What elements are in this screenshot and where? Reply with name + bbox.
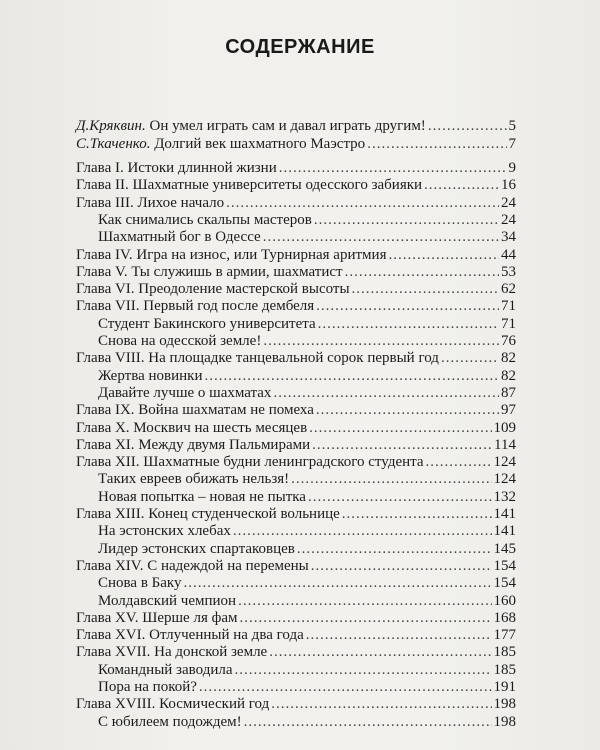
entry-label: На эстонских хлебах [98, 523, 231, 540]
leader-dots [352, 280, 499, 298]
entry-label: Глава XVII. На донской земле [76, 644, 268, 661]
entry-author: Д.Кряквин. [76, 118, 146, 134]
entry-label: Глава XVI. Отлученный на два года [76, 627, 304, 644]
entry-label: Жертва новинки [98, 367, 203, 384]
page-number: 97 [501, 402, 516, 419]
page-number: 154 [493, 575, 516, 592]
toc-chapter [76, 349, 516, 367]
leader-dots [441, 349, 499, 367]
toc-chapter [76, 419, 516, 437]
leader-dots [273, 384, 499, 402]
page-number: 109 [493, 419, 516, 436]
page-number: 191 [493, 679, 516, 695]
entry-label: Глава VIII. На площадке танцевальной сорок первый год [76, 350, 439, 367]
entry-label [76, 117, 426, 135]
intro-entry [76, 135, 516, 153]
toc-subentry [76, 228, 516, 246]
toc-chapter [76, 609, 516, 627]
page-number: 71 [501, 298, 516, 315]
toc-chapter [76, 643, 516, 661]
toc-chapter [76, 557, 516, 575]
leader-dots [345, 263, 499, 281]
leader-dots [263, 228, 499, 246]
entry-label: Глава VI. Преодоление мастерской высоты [76, 281, 350, 298]
page-number: 185 [493, 644, 516, 661]
entry-label: Командный заводила [98, 661, 233, 678]
leader-dots [342, 505, 492, 523]
leader-dots [279, 159, 507, 177]
toc-chapter [76, 176, 516, 194]
entry-label: Как снимались скальпы мастеров [98, 211, 312, 228]
page-number: 34 [501, 229, 516, 246]
toc-subentry [76, 592, 516, 610]
leader-dots [311, 557, 492, 575]
page-number: 9 [508, 160, 516, 176]
leader-dots [263, 332, 499, 350]
leader-dots [308, 488, 492, 506]
entry-label: Давайте лучше о шахматах [98, 384, 272, 401]
leader-dots [316, 401, 499, 419]
leader-dots [426, 453, 492, 471]
page-number: 7 [508, 136, 516, 152]
leader-dots [204, 367, 499, 385]
leader-dots [297, 540, 492, 558]
page-number: 71 [501, 315, 516, 332]
page-number: 168 [493, 609, 516, 626]
entry-label: Пора на покой? [98, 679, 197, 695]
toc-subentry [76, 211, 516, 229]
entry-label: Студент Бакинского университета [98, 315, 316, 332]
entry-label: Глава XVIII. Космический год [76, 696, 270, 713]
entry-label: Глава X. Москвич на шесть месяцев [76, 419, 308, 436]
entry-label: Глава VII. Первый год после дембеля [76, 298, 315, 315]
entry-label [76, 135, 365, 153]
entry-label: Лидер эстонских спартаковцев [98, 540, 295, 557]
leader-dots [184, 574, 492, 592]
entry-label: Глава II. Шахматные университеты одесского забияки [76, 177, 423, 194]
toc-chapter [76, 401, 516, 419]
leader-dots [239, 609, 491, 627]
toc-subentry [76, 522, 516, 540]
entry-label: Глава I. Истоки длинной жизни [76, 160, 277, 176]
entry-label: Глава XV. Шерше ля фам [76, 609, 238, 626]
toc-subentry [76, 332, 516, 350]
toc-subentry [76, 488, 516, 506]
page-number: 44 [501, 246, 516, 263]
leader-dots [235, 661, 492, 679]
entry-label: Глава XII. Шахматные будни ленинградского студента [76, 454, 424, 471]
leader-dots [233, 522, 492, 540]
entry-label: Глава III. Лихое начало [76, 194, 225, 211]
leader-dots [424, 176, 499, 194]
toc-subentry [76, 713, 516, 731]
leader-dots [291, 470, 491, 488]
page-number: 5 [508, 118, 516, 134]
entry-label: Снова в Баку [98, 575, 182, 592]
leader-dots [306, 626, 492, 644]
page-number: 124 [493, 471, 516, 488]
entry-label: Шахматный бог в Одессе [98, 229, 261, 246]
leader-dots [309, 419, 491, 437]
toc-subentry [76, 470, 516, 488]
page-number: 124 [493, 454, 516, 471]
entry-label: Глава XIV. С надеждой на перемены [76, 557, 309, 574]
toc-chapter [76, 297, 516, 315]
leader-dots [199, 678, 492, 696]
page-number: 198 [493, 696, 516, 713]
intro-entry [76, 117, 516, 135]
toc-chapter [76, 626, 516, 644]
toc-subentry [76, 574, 516, 592]
entry-label: Глава XI. Между двумя Пальмирами [76, 436, 311, 453]
toc-chapter [76, 453, 516, 471]
toc-chapter [76, 194, 516, 212]
toc-chapter [76, 159, 516, 177]
leader-dots [271, 695, 491, 713]
toc-subentry [76, 661, 516, 679]
page-number: 185 [493, 661, 516, 678]
toc-subentry [76, 678, 516, 696]
entry-text: Долгий век шахматного Маэстро [150, 136, 366, 152]
page-number: 62 [501, 281, 516, 298]
page-number: 132 [493, 488, 516, 505]
page-number: 145 [493, 540, 516, 557]
leader-dots [388, 246, 499, 264]
toc-chapter [76, 280, 516, 298]
entry-text: Он умел играть сам и давал играть другим! [145, 118, 426, 134]
page-number: 177 [493, 627, 516, 644]
entry-label: Таких евреев обижать нельзя! [98, 471, 290, 488]
toc-chapter [76, 436, 516, 454]
toc-subentry [76, 384, 516, 402]
page-number: 114 [494, 436, 516, 453]
entry-label: Снова на одесской земле! [98, 333, 262, 349]
page-number: 76 [501, 333, 516, 349]
page-number: 82 [501, 350, 516, 367]
page-title: СОДЕРЖАНИЕ [225, 36, 375, 58]
leader-dots [428, 117, 507, 135]
entry-label: Новая попытка – новая не пытка [98, 488, 306, 505]
entry-label: Глава V. Ты служишь в армии, шахматист [76, 263, 343, 280]
toc-chapter [76, 695, 516, 713]
entry-label: Глава XIII. Конец студенческой вольнице [76, 506, 340, 522]
leader-dots [367, 135, 506, 153]
page-number: 24 [501, 211, 516, 228]
toc-subentry [76, 540, 516, 558]
page-number: 16 [501, 177, 516, 194]
leader-dots [316, 297, 499, 315]
page-number: 141 [493, 523, 516, 540]
toc-subentry [76, 315, 516, 333]
page-number: 24 [501, 194, 516, 211]
entry-label: Глава IX. Война шахматам не помеха [76, 402, 314, 419]
leader-dots [314, 211, 499, 229]
toc-chapter [76, 263, 516, 281]
page-number: 141 [493, 506, 516, 522]
entry-label: Глава IV. Игра на износ, или Турнирная аритмия [76, 246, 387, 263]
page-number: 154 [493, 557, 516, 574]
page-number: 160 [493, 592, 516, 609]
leader-dots [269, 643, 491, 661]
entry-label: Молдавский чемпион [98, 592, 237, 609]
entry-author: С.Ткаченко. [76, 136, 151, 152]
page-number: 82 [501, 367, 516, 384]
leader-dots [226, 194, 499, 212]
leader-dots [238, 592, 491, 610]
toc-chapter [76, 246, 516, 264]
page-number: 198 [493, 713, 516, 730]
page-number: 87 [501, 384, 516, 401]
toc-chapter [76, 505, 516, 523]
leader-dots [244, 713, 492, 731]
page-number: 53 [501, 263, 516, 280]
toc-subentry [76, 367, 516, 385]
leader-dots [312, 436, 492, 454]
leader-dots [318, 315, 499, 333]
entry-label: С юбилеем подождем! [98, 713, 242, 730]
